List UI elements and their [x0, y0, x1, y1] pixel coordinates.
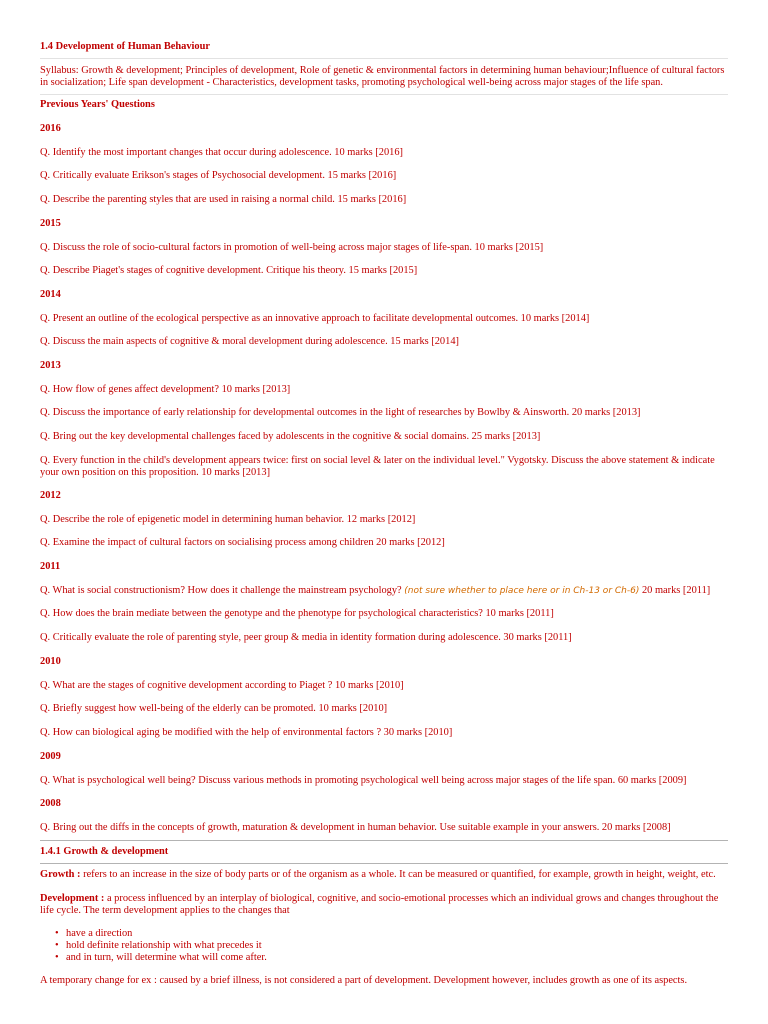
- year-heading: 2010: [40, 656, 61, 667]
- question-item: Q. Examine the impact of cultural factors on socialising process among children 20 marks [2012]: [40, 537, 445, 548]
- growth-def-text: refers to an increase in the size of body parts or of the organism as a whole. It can be measured or quantified, for example, growth in height, weight, etc.: [80, 869, 716, 880]
- pyq-heading: Previous Years' Questions: [40, 99, 155, 110]
- question-item: Q. How flow of genes affect development? 10 marks [2013]: [40, 384, 291, 395]
- list-item: • hold definite relationship with what precedes it: [40, 940, 728, 952]
- year-heading: 2013: [40, 360, 61, 371]
- list-item: • have a direction: [40, 928, 728, 940]
- syllabus-text: Syllabus: Growth & development; Principles of development, Role of genetic & environmental factors in determining human behaviour;Influence of cultural factors in socialization; Life span development - Characteristics, development tasks, promoting psychological well-being across major stages of the life span.: [40, 65, 725, 88]
- list-item: • and in turn, will determine what will come after.: [40, 952, 728, 964]
- growth-term: Growth :: [40, 869, 81, 880]
- question-item: Q. Describe the parenting styles that are used in raising a normal child. 15 marks [2016]: [40, 194, 407, 205]
- question-item: Q. Bring out the diffs in the concepts of growth, maturation & development in human behavior. Use suitable example in your answers. 20 marks [2008]: [40, 822, 671, 833]
- year-heading: 2009: [40, 751, 61, 762]
- year-heading: 2014: [40, 289, 61, 300]
- year-heading: 2008: [40, 798, 61, 809]
- subsection-title: 1.4.1 Growth & development: [40, 846, 169, 857]
- question-item: Q. Identify the most important changes that occur during adolescence. 10 marks [2016]: [40, 147, 403, 158]
- year-heading: 2016: [40, 123, 61, 134]
- development-def-text: a process influenced by an interplay of biological, cognitive, and socio-emotional processes which an individual grows and changes throughout the life cycle. The term development applies to the changes that: [40, 893, 719, 916]
- question-item: Q. Every function in the child's development appears twice: first on social level & later on the individual level." Vygotsky. Discuss the above statement & indicate your own position on this proposition. 10 marks [2013]: [40, 455, 715, 478]
- development-term: Development :: [40, 893, 105, 904]
- question-item: Q. What are the stages of cognitive development according to Piaget ? 10 marks [2010]: [40, 680, 404, 691]
- divider: [40, 840, 728, 841]
- question-text: Q. What is social constructionism? How does it challenge the mainstream psychology?: [40, 585, 402, 596]
- question-item: [40, 585, 728, 597]
- question-item: Q. Describe Piaget's stages of cognitive development. Critique his theory. 15 marks [2015]: [40, 265, 418, 276]
- year-heading: 2012: [40, 490, 61, 501]
- year-heading: 2011: [40, 561, 61, 572]
- question-item: Q. Discuss the importance of early relationship for developmental outcomes in the light of researches by Bowlby & Ainsworth. 20 marks [2013]: [40, 407, 641, 418]
- section-title: 1.4 Development of Human Behaviour: [40, 41, 210, 52]
- divider: [40, 58, 728, 59]
- question-item: Q. Discuss the main aspects of cognitive & moral development during adolescence. 15 marks [2014]: [40, 336, 459, 347]
- question-marks: 20 marks [2011]: [639, 585, 711, 596]
- question-item: Q. Briefly suggest how well-being of the elderly can be promoted. 10 marks [2010]: [40, 703, 388, 714]
- question-item: Q. How can biological aging be modified with the help of environmental factors ? 30 marks [2010]: [40, 727, 453, 738]
- divider: [40, 94, 728, 95]
- growth-definition: [40, 869, 728, 881]
- closing-paragraph: A temporary change for ex : caused by a brief illness, is not considered a part of development. Development however, includes growth as one of its aspects.: [40, 975, 688, 986]
- question-item: Q. Bring out the key developmental challenges faced by adolescents in the cognitive & social domains. 25 marks [2013]: [40, 431, 541, 442]
- question-item: Q. How does the brain mediate between the genotype and the phenotype for psychological characteristics? 10 marks [2011]: [40, 608, 554, 619]
- question-item: Q. Present an outline of the ecological perspective as an innovative approach to facilitate developmental outcomes. 10 marks [2014]: [40, 313, 590, 324]
- question-item: Q. Critically evaluate Erikson's stages of Psychosocial development. 15 marks [2016]: [40, 170, 397, 181]
- question-item: Q. Describe the role of epigenetic model in determining human behavior. 12 marks [2012]: [40, 514, 416, 525]
- question-item: Q. Discuss the role of socio-cultural factors in promotion of well-being across major stages of life-span. 10 marks [2015]: [40, 242, 544, 253]
- development-definition: [40, 893, 728, 917]
- author-note: (not sure whether to place here or in Ch-13 or Ch-6): [404, 586, 640, 596]
- year-heading: 2015: [40, 218, 61, 229]
- divider: [40, 863, 728, 864]
- development-bullets: [40, 928, 728, 964]
- question-item: Q. Critically evaluate the role of parenting style, peer group & media in identity formation during adolescence. 30 marks [2011]: [40, 632, 572, 643]
- question-item: Q. What is psychological well being? Discuss various methods in promoting psychological well being across major stages of the life span. 60 marks [2009]: [40, 775, 687, 786]
